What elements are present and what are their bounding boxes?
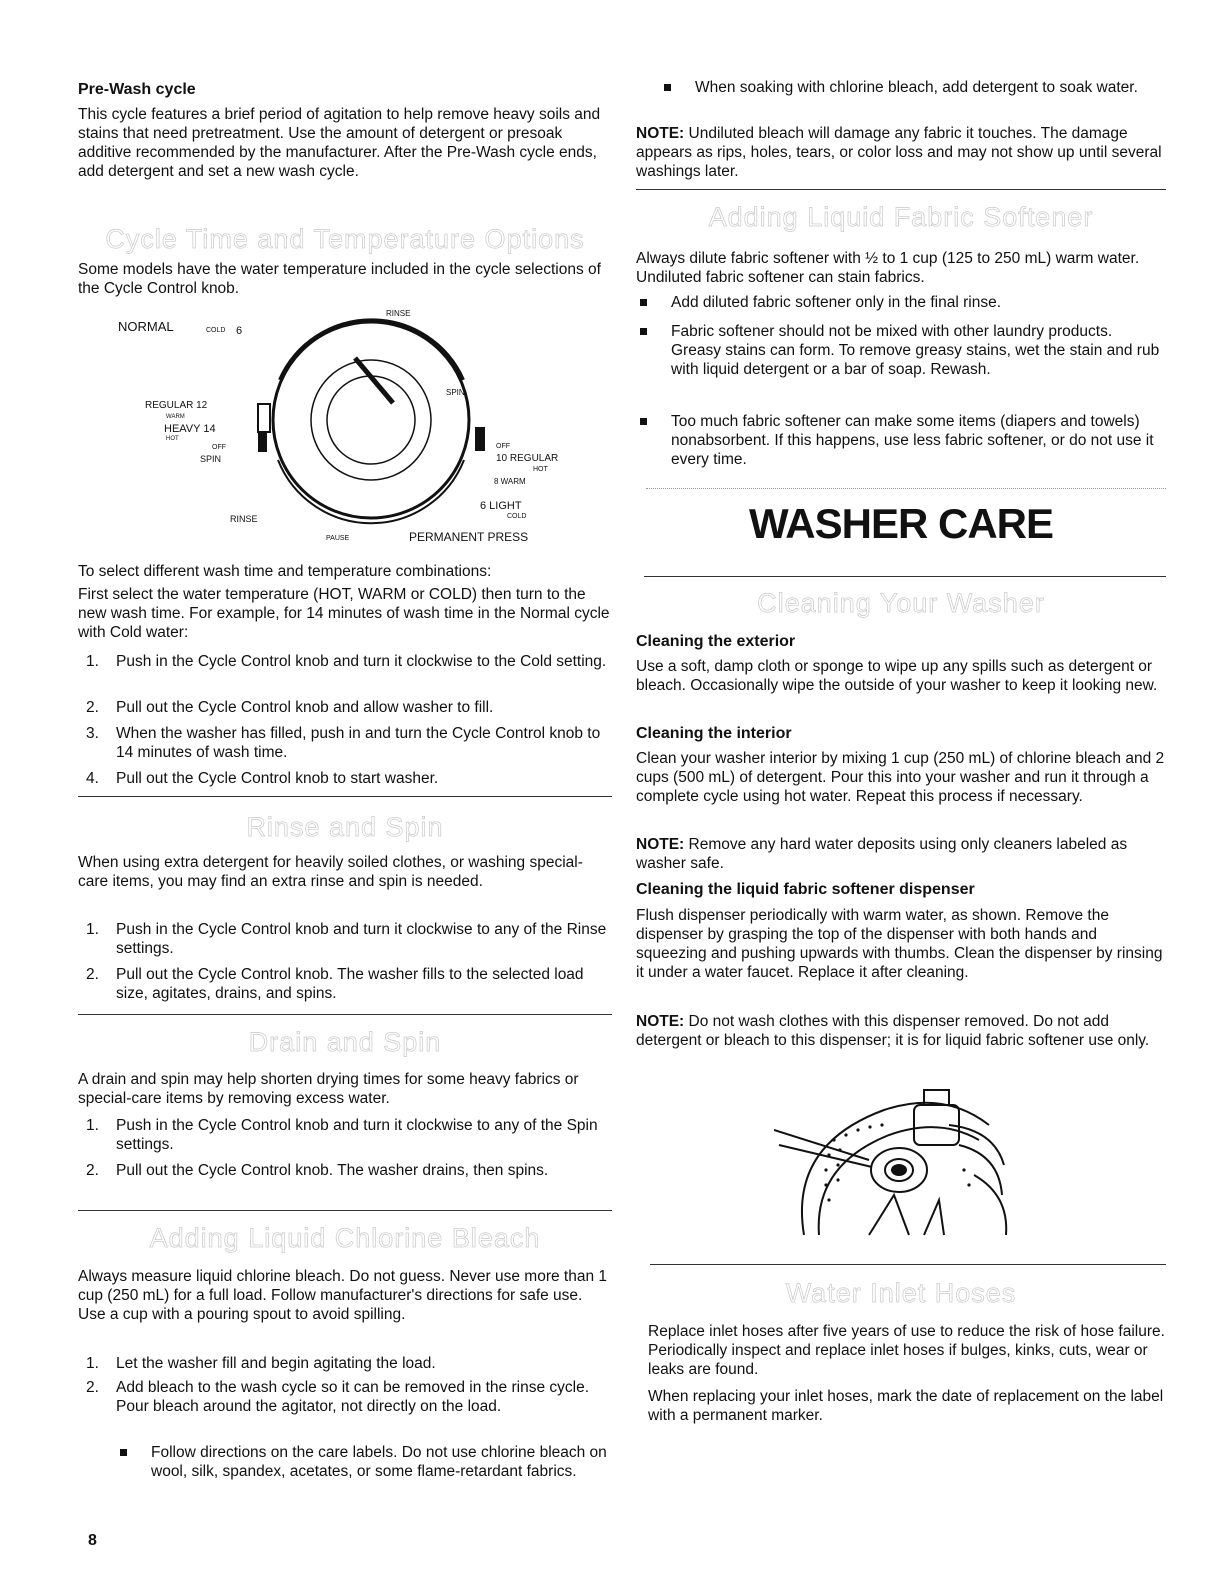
cycle-time-text: Some models have the water temperature included in the cycle selections of the Cycle Control knob. — [78, 261, 601, 297]
exterior-text: Use a soft, damp cloth or sponge to wipe up any spills such as detergent or bleach. Occasionally wipe the outside of your washer to keep it looking new. — [636, 658, 1158, 694]
rinse-step-1-text: Push in the Cycle Control knob and turn it clockwise to any of the Rinse settings. — [116, 921, 607, 957]
select-text-1: To select different wash time and temperature combinations: — [78, 563, 492, 580]
select-step-3-number: 3. — [86, 725, 99, 742]
washer-care-title: WASHER CARE — [748, 500, 1054, 547]
softener-bullet-1 — [640, 293, 1166, 312]
bleach-text: Always measure liquid chlorine bleach. Do not guess. Never use more than 1 cup (250 mL) for a full load. Follow manufacturer's directions for safe use. Use a cup with a pouring spout to avoid spilling. — [78, 1268, 607, 1323]
drain-spin-heading: Drain and Spin — [248, 1027, 442, 1057]
select-step-2-text: Pull out the Cycle Control knob and allow washer to fill. — [116, 699, 494, 716]
bleach-step-1 — [86, 1354, 612, 1373]
bleach-step-1-number: 1. — [86, 1355, 99, 1372]
page-number: 8 — [88, 1532, 97, 1549]
dial-label-hot-right: HOT — [533, 466, 548, 473]
dial-label-warm-left: WARM — [166, 414, 185, 420]
note-3-label: NOTE: — [636, 1013, 685, 1030]
softener-bullet-3-text: Too much fabric softener can make some items (diapers and towels) nonabsorbent. If this happens, use less fabric softener, or do not use it every time. — [671, 413, 1154, 468]
rinse-step-2-number: 2. — [86, 966, 99, 983]
prewash-text: This cycle features a brief period of agitation to help remove heavy soils and stains that need pretreatment. Use the amount of detergent or presoak additive recommended by the manufacturer. After the Pre-Wash cycle ends, add detergent and set a new wash cycle. — [78, 106, 601, 180]
bleach-step-1-text: Let the washer fill and begin agitating the load. — [116, 1355, 436, 1372]
select-step-3 — [86, 724, 612, 762]
dial-label-six-top: 6 — [236, 325, 243, 337]
bleach-bullet-text: Follow directions on the care labels. Do not use chlorine bleach on wool, silk, spandex, acetates, or some flame-retardant fabrics. — [151, 1444, 607, 1480]
interior-heading: Cleaning the interior — [636, 725, 792, 742]
interior-text: Clean your washer interior by mixing 1 cup (250 mL) of chlorine bleach and 2 cups (500 mL) of detergent. Pour this into your washer and run it through a complete cycle using hot water. Repeat this process if necessary. — [636, 750, 1165, 805]
dial-bracket-left — [258, 404, 270, 432]
note-2 — [636, 835, 1166, 873]
dispenser-illustration — [774, 1085, 1014, 1245]
bullet-square-icon — [664, 84, 671, 91]
softener-bullet-3 — [640, 412, 1166, 469]
select-step-4 — [86, 769, 612, 788]
dial-label-ten-regular: 10 REGULAR — [496, 453, 559, 464]
drain-spin-text: A drain and spin may help shorten drying times for some heavy fabrics or special-care items by removing excess water. — [78, 1071, 579, 1107]
softener-bullet-2-text: Fabric softener should not be mixed with other laundry products. Greasy stains can form. To remove greasy stains, wet the stain and rub with liquid detergent or a bar of soap. Rewash. — [671, 323, 1160, 378]
rinse-step-1 — [86, 920, 612, 958]
rinse-step-2 — [86, 965, 612, 1003]
note-1-text: Undiluted bleach will damage any fabric it touches. The damage appears as rips, holes, tears, or color loss and may not show up until several washings later. — [636, 125, 1162, 180]
drain-step-1 — [86, 1116, 612, 1154]
dispenser-heading: Cleaning the liquid fabric softener dispenser — [636, 881, 975, 898]
dial-label-normal: NORMAL — [118, 319, 174, 334]
dial-label-off-right: OFF — [496, 443, 510, 450]
divider — [78, 796, 612, 797]
hoses-text-2: When replacing your inlet hoses, mark the date of replacement on the label with a permanent marker. — [648, 1388, 1164, 1424]
prewash-heading: Pre-Wash cycle — [78, 81, 196, 98]
dial-off-marker-right — [475, 427, 485, 451]
exterior-heading: Cleaning the exterior — [636, 633, 796, 650]
dial-label-spin-left: SPIN — [200, 454, 222, 464]
dial-off-marker-left — [258, 432, 267, 452]
divider — [646, 488, 1166, 489]
softener-bullet-2 — [640, 322, 1166, 398]
divider — [650, 1264, 1166, 1265]
drain-step-1-number: 1. — [86, 1117, 99, 1134]
bullet-square-icon — [640, 328, 647, 335]
drain-step-2-number: 2. — [86, 1162, 99, 1179]
divider — [636, 189, 1166, 190]
divider — [78, 1210, 612, 1211]
select-text-2: First select the water temperature (HOT, WARM or COLD) then turn to the new wash time. For example, for 14 minutes of wash time in the Normal cycle with Cold water: — [78, 586, 610, 641]
softener-bullet-1-text: Add diluted fabric softener only in the final rinse. — [671, 294, 1001, 311]
bleach-step-2-text: Add bleach to the wash cycle so it can be removed in the rinse cycle. Pour bleach around the agitator, not directly on the load. — [116, 1379, 589, 1415]
dial-label-cold-right: COLD — [507, 513, 527, 520]
bullet-square-icon — [120, 1449, 127, 1456]
note-2-label: NOTE: — [636, 836, 685, 853]
rinse-spin-heading: Rinse and Spin — [246, 812, 444, 842]
dial-label-heavy14: HEAVY 14 — [164, 423, 216, 435]
cycle-time-heading: Cycle Time and Temperature Options — [105, 224, 585, 254]
note-1-label: NOTE: — [636, 125, 685, 142]
dial-label-six-light: 6 LIGHT — [480, 500, 522, 512]
note-3-text: Do not wash clothes with this dispenser removed. Do not add detergent or bleach to this dispenser; it is for liquid fabric softener use only. — [636, 1013, 1150, 1049]
divider — [644, 576, 1166, 577]
note-3 — [636, 1012, 1166, 1050]
dial-label-eight-warm: 8 WARM — [494, 477, 526, 486]
dial-pointer — [355, 358, 393, 403]
note-1 — [636, 124, 1166, 181]
rinse-step-1-number: 1. — [86, 921, 99, 938]
drain-step-2-text: Pull out the Cycle Control knob. The washer drains, then spins. — [116, 1162, 549, 1179]
dial-label-hot-left: HOT — [166, 436, 179, 442]
select-step-4-text: Pull out the Cycle Control knob to start washer. — [116, 770, 439, 787]
soak-bullet-text: When soaking with chlorine bleach, add detergent to soak water. — [695, 79, 1138, 96]
softener-text: Always dilute fabric softener with ½ to 1 cup (125 to 250 mL) warm water. Undiluted fabric softener can stain fabrics. — [636, 250, 1140, 286]
select-step-2-number: 2. — [86, 699, 99, 716]
bleach-bullet — [120, 1443, 612, 1500]
select-step-4-number: 4. — [86, 770, 99, 787]
bleach-step-2-number: 2. — [86, 1379, 99, 1396]
bleach-step-2 — [86, 1378, 612, 1435]
bleach-heading: Adding Liquid Chlorine Bleach — [149, 1223, 541, 1253]
divider — [78, 1014, 612, 1015]
drain-step-1-text: Push in the Cycle Control knob and turn it clockwise to any of the Spin settings. — [116, 1117, 598, 1153]
dial-label-rinse-bottom: RINSE — [230, 514, 258, 524]
drain-step-2 — [86, 1161, 612, 1199]
dial-label-spin-right: SPIN — [446, 388, 465, 397]
rinse-step-2-text: Pull out the Cycle Control knob. The washer fills to the selected load size, agitates, drains, and spins. — [116, 966, 584, 1002]
dial-label-rinse-top: RINSE — [386, 309, 411, 318]
select-step-1-number: 1. — [86, 653, 99, 670]
bullet-square-icon — [640, 418, 647, 425]
softener-heading: Adding Liquid Fabric Softener — [708, 202, 1094, 232]
dial-label-regular12: REGULAR 12 — [145, 400, 208, 411]
select-step-1 — [86, 652, 612, 690]
cleaning-washer-heading: Cleaning Your Washer — [757, 588, 1045, 618]
dial-label-permanent-press: PERMANENT PRESS — [409, 530, 529, 544]
rinse-spin-text: When using extra detergent for heavily soiled clothes, or washing special-care items, you may find an extra rinse and spin is needed. — [78, 854, 583, 890]
cycle-control-dial — [108, 300, 578, 550]
soak-bullet — [664, 78, 1164, 116]
dispenser-text: Flush dispenser periodically with warm water, as shown. Remove the dispenser by grasping the top of the dispenser with both hands and squeezing and pushing upwards with thumbs. Clean the dispenser by rinsing it under a water faucet. Replace it after cleaning. — [636, 907, 1163, 981]
select-step-3-text: When the washer has filled, push in and turn the Cycle Control knob to 14 minutes of wash time. — [116, 725, 601, 761]
note-2-text: Remove any hard water deposits using only cleaners labeled as washer safe. — [636, 836, 1128, 872]
hoses-heading: Water Inlet Hoses — [785, 1278, 1017, 1308]
bullet-square-icon — [640, 299, 647, 306]
dial-label-off-left: OFF — [212, 444, 226, 451]
dial-label-cold: COLD — [206, 327, 226, 334]
select-step-2 — [86, 698, 612, 717]
hoses-text-1: Replace inlet hoses after five years of use to reduce the risk of hose failure. Periodically inspect and replace inlet hoses if bulges, kinks, cuts, wear or leaks are found. — [648, 1323, 1165, 1378]
dial-label-pause: PAUSE — [326, 535, 350, 542]
select-step-1-text: Push in the Cycle Control knob and turn it clockwise to the Cold setting. — [116, 653, 607, 670]
